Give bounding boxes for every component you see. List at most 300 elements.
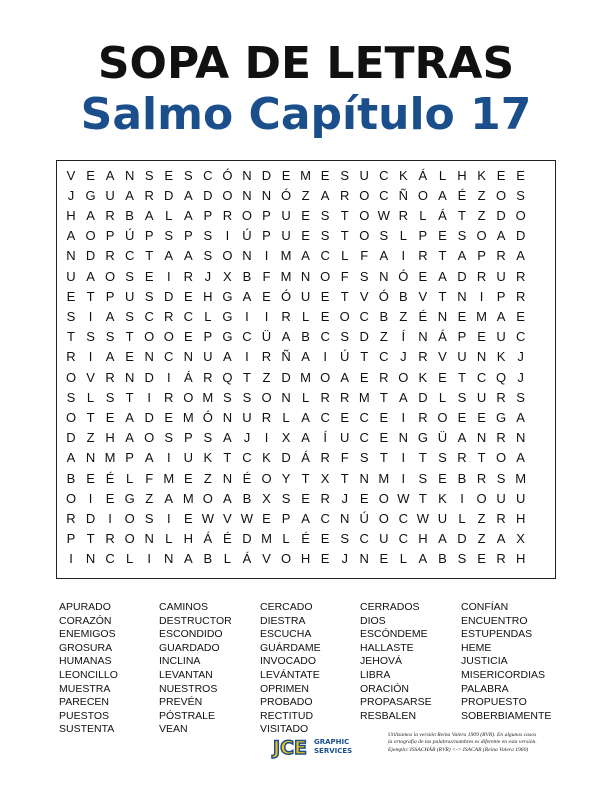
word-column: [461, 601, 551, 723]
grid-letter: E: [281, 167, 291, 183]
grid-letter: N: [164, 551, 174, 567]
grid-letter: E: [164, 167, 174, 183]
grid-letter: A: [496, 531, 506, 547]
grid-letter: Q: [222, 369, 233, 385]
grid-letter: C: [359, 409, 369, 425]
grid-letter: S: [164, 228, 174, 244]
grid-letter: Ü: [261, 329, 272, 345]
grid-letter: P: [418, 228, 428, 244]
grid-letter: B: [438, 551, 447, 567]
grid-row: [57, 388, 555, 408]
grid-letter: E: [320, 288, 330, 304]
grid-letter: E: [477, 329, 486, 345]
grid-letter: X: [516, 531, 525, 547]
word-item: NUESTROS: [159, 682, 218, 695]
grid-letter: U: [242, 409, 252, 425]
grid-letter: L: [438, 389, 447, 405]
grid-letter: D: [144, 409, 154, 425]
grid-letter: J: [204, 268, 212, 284]
grid-letter: Ñ: [281, 349, 291, 365]
grid-letter: É: [223, 531, 232, 547]
grid-letter: E: [516, 167, 525, 183]
grid-letter: D: [85, 510, 96, 526]
grid-letter: S: [320, 228, 330, 244]
grid-letter: R: [339, 389, 350, 405]
grid-letter: C: [183, 308, 193, 324]
grid-letter: R: [105, 369, 115, 385]
grid-letter: S: [379, 228, 389, 244]
grid-letter: B: [66, 470, 76, 486]
grid-letter: A: [340, 369, 350, 385]
grid-row: [57, 206, 555, 226]
grid-letter: A: [399, 389, 408, 405]
grid-letter: K: [418, 369, 428, 385]
grid-letter: C: [398, 531, 409, 547]
page-title: SOPA DE LETRAS: [97, 38, 515, 89]
grid-letter: M: [358, 389, 370, 405]
grid-letter: G: [417, 430, 428, 446]
grid-letter: Q: [496, 369, 507, 385]
grid-row: [57, 267, 555, 287]
grid-letter: J: [400, 349, 407, 365]
grid-letter: S: [418, 470, 428, 486]
grid-letter: S: [86, 329, 95, 345]
grid-letter: Ó: [202, 409, 213, 425]
grid-letter: N: [85, 450, 96, 466]
grid-letter: O: [359, 207, 370, 223]
grid-letter: O: [144, 430, 155, 446]
grid-letter: K: [438, 490, 447, 506]
grid-letter: T: [418, 490, 427, 506]
grid-letter: R: [66, 510, 76, 526]
grid-letter: T: [340, 228, 349, 244]
grid-letter: L: [282, 531, 290, 547]
grid-letter: F: [145, 470, 154, 486]
grid-letter: A: [301, 409, 310, 425]
grid-letter: M: [378, 470, 390, 486]
grid-letter: Ú: [359, 510, 369, 526]
grid-letter: J: [243, 430, 251, 446]
grid-letter: I: [166, 450, 171, 466]
grid-row: [57, 509, 555, 529]
grid-letter: E: [183, 510, 193, 526]
grid-letter: R: [66, 349, 76, 365]
grid-letter: R: [105, 207, 115, 223]
word-item: HEME: [461, 641, 492, 654]
grid-letter: T: [67, 329, 75, 345]
grid-letter: J: [341, 551, 348, 567]
grid-letter: C: [320, 510, 330, 526]
grid-letter: L: [399, 228, 407, 244]
grid-letter: Z: [477, 531, 486, 547]
grid-letter: E: [359, 369, 369, 385]
grid-letter: U: [105, 187, 115, 203]
grid-letter: O: [476, 228, 487, 244]
grid-letter: E: [105, 490, 115, 506]
grid-letter: A: [66, 228, 76, 244]
grid-letter: A: [105, 308, 115, 324]
grid-letter: X: [223, 268, 232, 284]
grid-letter: S: [203, 228, 213, 244]
grid-letter: P: [457, 329, 467, 345]
grid-letter: U: [339, 430, 350, 446]
grid-letter: C: [379, 187, 389, 203]
grid-letter: V: [418, 288, 428, 304]
grid-letter: B: [242, 268, 252, 284]
grid-letter: N: [457, 288, 467, 304]
word-item: ESCONDIDO: [159, 628, 223, 641]
grid-letter: I: [88, 308, 93, 324]
grid-letter: T: [145, 248, 154, 264]
grid-letter: O: [496, 187, 507, 203]
grid-letter: A: [242, 288, 252, 304]
note-line: Utilizamos la versión Reina Valera 1909 (RVR). En algunos casos: [388, 732, 537, 738]
grid-letter: O: [515, 207, 526, 223]
grid-letter: N: [476, 430, 487, 446]
grid-letter: T: [477, 450, 486, 466]
grid-letter: A: [516, 409, 525, 425]
grid-letter: Ú: [339, 349, 350, 365]
letter-grid: [56, 160, 556, 579]
grid-letter: L: [126, 551, 134, 567]
grid-letter: O: [320, 268, 331, 284]
grid-letter: Ó: [222, 167, 233, 183]
word-item: PARECEN: [59, 696, 109, 709]
grid-letter: S: [320, 207, 330, 223]
grid-letter: T: [86, 531, 95, 547]
grid-letter: L: [165, 207, 173, 223]
grid-letter: E: [320, 167, 330, 183]
grid-row: [57, 226, 555, 246]
grid-letter: A: [164, 490, 174, 506]
grid-letter: E: [125, 349, 134, 365]
grid-letter: S: [164, 430, 174, 446]
grid-letter: T: [418, 450, 427, 466]
grid-letter: P: [203, 329, 213, 345]
grid-letter: L: [165, 531, 173, 547]
grid-letter: R: [261, 349, 272, 365]
jce-graphic-services-logo: [272, 733, 353, 759]
grid-letter: R: [496, 389, 506, 405]
grid-row: [57, 166, 555, 186]
word-item: DIESTRA: [260, 614, 306, 627]
grid-letter: R: [457, 450, 467, 466]
grid-letter: W: [397, 490, 410, 506]
word-item: HUMANAS: [59, 655, 112, 668]
grid-letter: Z: [301, 187, 310, 203]
grid-row: [57, 489, 555, 509]
grid-letter: S: [457, 389, 467, 405]
grid-letter: U: [496, 268, 506, 284]
word-column: [59, 601, 118, 737]
grid-letter: H: [105, 430, 115, 446]
grid-letter: É: [418, 308, 428, 324]
grid-letter: A: [438, 187, 447, 203]
grid-letter: E: [262, 288, 271, 304]
grid-letter: A: [223, 430, 232, 446]
grid-letter: H: [515, 510, 526, 526]
grid-letter: O: [124, 510, 135, 526]
grid-letter: D: [281, 450, 291, 466]
grid-letter: N: [183, 349, 193, 365]
grid-letter: A: [125, 187, 134, 203]
grid-letter: A: [496, 228, 506, 244]
grid-letter: E: [516, 308, 525, 324]
grid-letter: S: [438, 450, 447, 466]
grid-letter: I: [401, 470, 406, 486]
grid-letter: S: [144, 510, 154, 526]
grid-letter: H: [515, 551, 526, 567]
word-item: APURADO: [59, 601, 111, 613]
grid-letter: D: [457, 531, 467, 547]
grid-letter: X: [281, 430, 291, 446]
grid-letter: W: [201, 510, 214, 526]
grid-row: [57, 327, 555, 347]
grid-letter: A: [164, 248, 174, 264]
grid-letter: E: [496, 167, 506, 183]
grid-letter: P: [281, 510, 291, 526]
grid-letter: N: [222, 409, 233, 425]
grid-letter: E: [262, 510, 271, 526]
word-item: PROPASARSE: [360, 696, 432, 709]
grid-letter: S: [223, 389, 232, 405]
grid-letter: O: [85, 228, 96, 244]
grid-letter: G: [222, 288, 233, 304]
grid-letter: S: [144, 167, 154, 183]
grid-letter: K: [399, 167, 408, 183]
grid-letter: O: [65, 490, 77, 506]
grid-letter: U: [496, 490, 506, 506]
word-item: GUÁRDAME: [260, 641, 321, 654]
grid-letter: R: [418, 409, 428, 425]
grid-letter: E: [164, 409, 174, 425]
grid-letter: E: [301, 228, 310, 244]
grid-letter: A: [125, 430, 134, 446]
grid-letter: G: [124, 490, 135, 506]
grid-letter: D: [85, 248, 96, 264]
grid-letter: B: [301, 329, 310, 345]
grid-letter: O: [359, 187, 370, 203]
grid-letter: N: [66, 248, 76, 264]
grid-letter: N: [339, 510, 350, 526]
grid-letter: C: [203, 167, 213, 183]
grid-letter: I: [88, 490, 93, 506]
grid-letter: U: [281, 228, 291, 244]
grid-letter: Í: [401, 329, 406, 345]
grid-letter: F: [262, 268, 271, 284]
logo-mark: JCE: [273, 737, 307, 759]
grid-letter: C: [379, 167, 389, 183]
grid-letter: R: [496, 248, 506, 264]
grid-letter: S: [105, 389, 115, 405]
grid-letter: K: [203, 450, 213, 466]
grid-letter: J: [67, 187, 75, 203]
word-item: LEVÁNTATE: [260, 668, 320, 681]
grid-letter: A: [516, 248, 525, 264]
word-item: PROPUESTO: [461, 696, 527, 709]
grid-letter: A: [516, 450, 525, 466]
grid-letter: E: [301, 207, 310, 223]
grid-letter: E: [183, 470, 193, 486]
grid-letter: B: [242, 490, 252, 506]
grid-letter: E: [183, 329, 193, 345]
grid-letter: O: [124, 531, 135, 547]
grid-letter: E: [438, 369, 447, 385]
grid-letter: J: [517, 369, 524, 385]
grid-letter: N: [242, 187, 252, 203]
word-item: RECTITUD: [260, 709, 314, 722]
grid-letter: Z: [262, 369, 271, 385]
grid-row: [57, 246, 555, 266]
grid-letter: E: [438, 470, 447, 486]
grid-letter: R: [476, 268, 487, 284]
grid-letter: Á: [242, 551, 252, 567]
grid-letter: F: [340, 450, 349, 466]
grid-letter: I: [69, 551, 73, 567]
grid-letter: U: [281, 207, 291, 223]
grid-letter: A: [320, 187, 330, 203]
grid-letter: P: [203, 207, 213, 223]
grid-letter: C: [476, 369, 487, 385]
grid-letter: P: [183, 430, 193, 446]
grid-letter: N: [300, 268, 311, 284]
grid-letter: E: [457, 409, 467, 425]
grid-letter: P: [477, 248, 486, 264]
grid-letter: N: [242, 248, 252, 264]
grid-letter: N: [398, 430, 409, 446]
grid-letter: E: [183, 288, 193, 304]
grid-letter: V: [262, 551, 271, 567]
grid-letter: N: [242, 167, 252, 183]
grid-letter: L: [399, 551, 407, 567]
grid-letter: U: [496, 329, 506, 345]
grid-letter: P: [105, 228, 115, 244]
grid-letter: Z: [145, 490, 154, 506]
grid-letter: V: [438, 349, 447, 365]
grid-letter: I: [264, 308, 269, 324]
grid-letter: M: [300, 167, 312, 183]
word-item: CAMINOS: [159, 601, 209, 613]
word-item: JEHOVÁ: [360, 655, 403, 668]
grid-letter: R: [476, 470, 487, 486]
word-item: VEAN: [159, 723, 188, 736]
word-item: INCLINA: [159, 655, 201, 668]
grid-letter: R: [515, 268, 526, 284]
grid-letter: A: [183, 187, 193, 203]
grid-letter: U: [300, 288, 311, 304]
grid-letter: G: [222, 308, 233, 324]
grid-letter: C: [320, 248, 330, 264]
logo-line2: SERVICES: [314, 747, 353, 755]
grid-letter: E: [66, 288, 76, 304]
grid-letter: R: [496, 551, 506, 567]
grid-letter: G: [222, 329, 233, 345]
word-item: SOBERBIAMENTE: [461, 709, 552, 722]
grid-letter: L: [204, 308, 212, 324]
grid-letter: S: [242, 389, 252, 405]
grid-letter: M: [261, 531, 272, 547]
grid-letter: E: [320, 531, 330, 547]
word-item: LIBRA: [360, 668, 391, 681]
grid-letter: N: [124, 167, 135, 183]
grid-letter: E: [144, 268, 154, 284]
grid-letter: R: [320, 490, 330, 506]
grid-letter: S: [340, 329, 350, 345]
grid-letter: Á: [438, 207, 447, 223]
word-item: GROSURA: [59, 641, 113, 654]
grid-letter: O: [183, 389, 194, 405]
grid-letter: R: [379, 369, 389, 385]
grid-letter: N: [515, 430, 526, 446]
grid-letter: O: [202, 490, 213, 506]
grid-letter: E: [320, 308, 330, 324]
grid-letter: R: [320, 450, 330, 466]
grid-letter: D: [66, 430, 76, 446]
grid-letter: P: [496, 288, 506, 304]
word-item: CONFÍAN: [461, 601, 509, 613]
grid-letter: C: [242, 329, 252, 345]
grid-letter: T: [223, 450, 232, 466]
grid-letter: O: [65, 409, 77, 425]
grid-letter: A: [144, 450, 154, 466]
grid-letter: N: [144, 531, 154, 547]
grid-letter: O: [378, 510, 389, 526]
grid-letter: S: [66, 308, 76, 324]
grid-letter: A: [125, 409, 134, 425]
grid-letter: I: [401, 450, 406, 466]
word-item: HALLASTE: [360, 641, 414, 654]
grid-letter: O: [261, 389, 272, 405]
grid-letter: O: [65, 369, 77, 385]
note-line: Ejemplo: ISSACHÁR (RVR) <-> ISACAR (Reina Valera 1960): [388, 746, 529, 753]
grid-letter: C: [105, 551, 115, 567]
word-item: LEVANTAN: [159, 668, 213, 681]
grid-letter: I: [147, 389, 151, 405]
grid-letter: C: [124, 248, 135, 264]
grid-letter: M: [300, 369, 312, 385]
grid-letter: C: [242, 450, 252, 466]
version-note: [388, 732, 560, 754]
grid-letter: Ó: [280, 288, 292, 304]
grid-letter: Á: [438, 329, 447, 345]
grid-letter: H: [203, 288, 213, 304]
grid-letter: B: [399, 288, 408, 304]
grid-letter: A: [105, 349, 115, 365]
grid-letter: N: [437, 308, 448, 324]
grid-letter: C: [359, 430, 369, 446]
grid-letter: M: [202, 389, 214, 405]
grid-letter: N: [85, 551, 96, 567]
grid-letter: N: [359, 470, 369, 486]
grid-letter: O: [241, 207, 252, 223]
grid-letter: L: [341, 248, 349, 264]
grid-letter: A: [144, 207, 154, 223]
word-item: DESTRUCTOR: [159, 614, 232, 627]
grid-letter: E: [105, 409, 115, 425]
word-item: MUESTRA: [59, 682, 111, 695]
grid-letter: M: [163, 470, 175, 486]
grid-letter: M: [182, 490, 194, 506]
grid-letter: D: [203, 187, 213, 203]
grid-letter: S: [496, 470, 506, 486]
grid-row: [57, 529, 555, 549]
grid-letter: A: [223, 349, 232, 365]
grid-letter: U: [515, 490, 526, 506]
grid-row: [57, 347, 555, 367]
grid-letter: Z: [477, 187, 486, 203]
grid-letter: L: [223, 551, 231, 567]
grid-letter: E: [477, 551, 486, 567]
